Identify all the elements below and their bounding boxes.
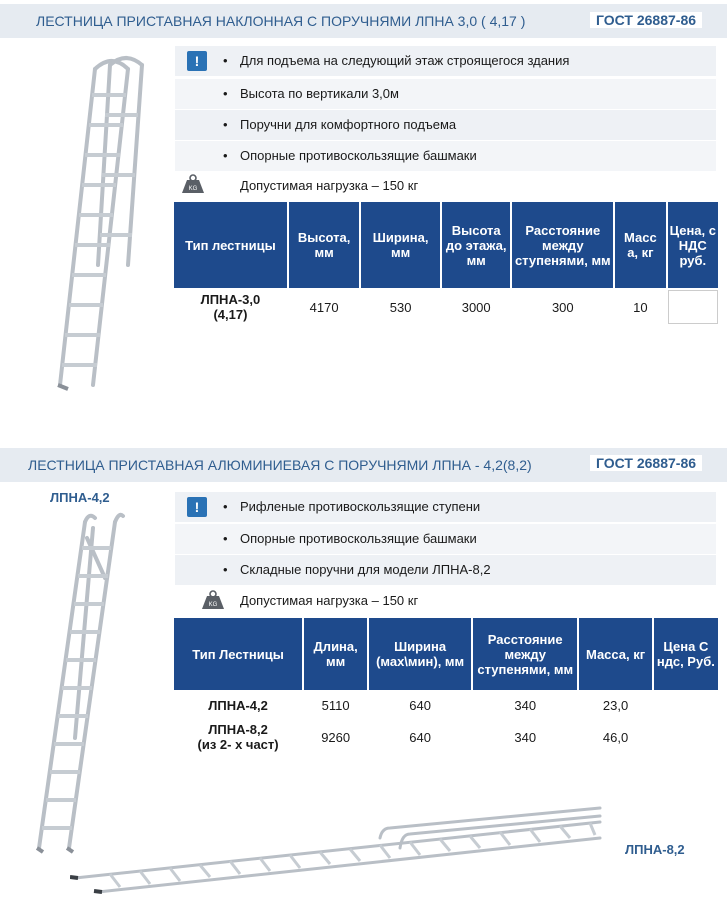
col-mass: Масса, кг	[579, 618, 651, 690]
col-type: Тип лестницы	[174, 202, 287, 288]
cell-height: 4170	[289, 290, 360, 324]
svg-text:KG: KG	[208, 602, 218, 608]
section2-spec-table	[172, 616, 720, 756]
section1-load: Допустимая нагрузка – 150 кг	[240, 178, 419, 193]
cell-price	[654, 692, 718, 718]
cell-width: 640	[369, 692, 471, 718]
feature-text: Опорные противоскользящие башмаки	[240, 148, 477, 163]
col-floor-height: Высота до этажа, мм	[442, 202, 511, 288]
svg-text:KG: KG	[188, 186, 198, 192]
section2-load: Допустимая нагрузка – 150 кг	[240, 593, 419, 608]
ladder-lpna-3-image	[40, 55, 170, 395]
cell-mass: 23,0	[579, 692, 651, 718]
cell-step: 340	[473, 692, 577, 718]
model-label-lpna-8-2: ЛПНА-8,2	[625, 842, 685, 857]
feature-text: Для подъема на следующий этаж строящегося здания	[240, 53, 570, 68]
section2-title: ЛЕСТНИЦА ПРИСТАВНАЯ АЛЮМИНИЕВАЯ С ПОРУЧНЯМИ ЛПНА - 4,2(8,2)	[28, 457, 532, 473]
col-price: Цена С ндс, Руб.	[654, 618, 718, 690]
bullet: •	[223, 531, 228, 546]
cell-step: 300	[512, 290, 613, 324]
col-step: Расстояние между ступенями, мм	[512, 202, 613, 288]
table-row	[174, 692, 718, 718]
col-step: Расстояние между ступенями, мм	[473, 618, 577, 690]
cell-mass: 46,0	[579, 720, 651, 754]
section1-gost: ГОСТ 26887-86	[590, 12, 702, 28]
col-type: Тип Лестницы	[174, 618, 302, 690]
warning-icon: !	[187, 497, 207, 517]
bullet: •	[223, 86, 228, 101]
col-price: Цена, с НДС руб.	[668, 202, 718, 288]
feature-text: Опорные противоскользящие башмаки	[240, 531, 477, 546]
warning-icon: !	[187, 51, 207, 71]
bullet: •	[223, 53, 228, 68]
col-length: Длина, мм	[304, 618, 367, 690]
col-mass: Масс а, кг	[615, 202, 665, 288]
cell-step: 340	[473, 720, 577, 754]
section2-feature-2	[175, 524, 716, 554]
cell-width: 530	[361, 290, 440, 324]
section1-spec-table	[172, 200, 720, 326]
ladder-lpna-8-2-image	[70, 800, 610, 910]
section1-feature-4	[175, 141, 716, 171]
section2-feature-3	[175, 555, 716, 585]
col-width: Ширина (мах\мин), мм	[369, 618, 471, 690]
feature-text: Поручни для комфортного подъема	[240, 117, 457, 132]
feature-text: Складные поручни для модели ЛПНА-8,2	[240, 562, 491, 577]
table-row	[174, 290, 718, 324]
cell-price	[668, 290, 718, 324]
section2-feature-1	[175, 492, 716, 522]
section1-feature-2	[175, 79, 716, 109]
cell-type: ЛПНА-3,0 (4,17)	[174, 290, 287, 324]
cell-width: 640	[369, 720, 471, 754]
bullet: •	[223, 562, 228, 577]
feature-text: Рифленые противоскользящие ступени	[240, 499, 481, 514]
cell-floor-height: 3000	[442, 290, 511, 324]
weight-icon	[180, 174, 206, 194]
table-row	[174, 720, 718, 754]
bullet: •	[223, 117, 228, 132]
feature-text: Высота по вертикали 3,0м	[240, 86, 399, 101]
bullet: •	[223, 499, 228, 514]
section1-feature-3	[175, 110, 716, 140]
col-width: Ширина, мм	[361, 202, 440, 288]
cell-length: 9260	[304, 720, 367, 754]
section2-gost: ГОСТ 26887-86	[590, 455, 702, 471]
cell-type: ЛПНА-4,2	[174, 692, 302, 718]
bullet: •	[223, 148, 228, 163]
section1-title: ЛЕСТНИЦА ПРИСТАВНАЯ НАКЛОННАЯ С ПОРУЧНЯМИ ЛПНА 3,0 ( 4,17 )	[36, 13, 526, 29]
col-height: Высота, мм	[289, 202, 360, 288]
weight-icon	[200, 590, 226, 610]
cell-length: 5110	[304, 692, 367, 718]
cell-price	[654, 720, 718, 754]
model-label-lpna-4-2: ЛПНА-4,2	[50, 490, 110, 505]
cell-type: ЛПНА-8,2 (из 2- х част)	[174, 720, 302, 754]
cell-mass: 10	[615, 290, 665, 324]
section1-feature-1	[175, 46, 716, 76]
